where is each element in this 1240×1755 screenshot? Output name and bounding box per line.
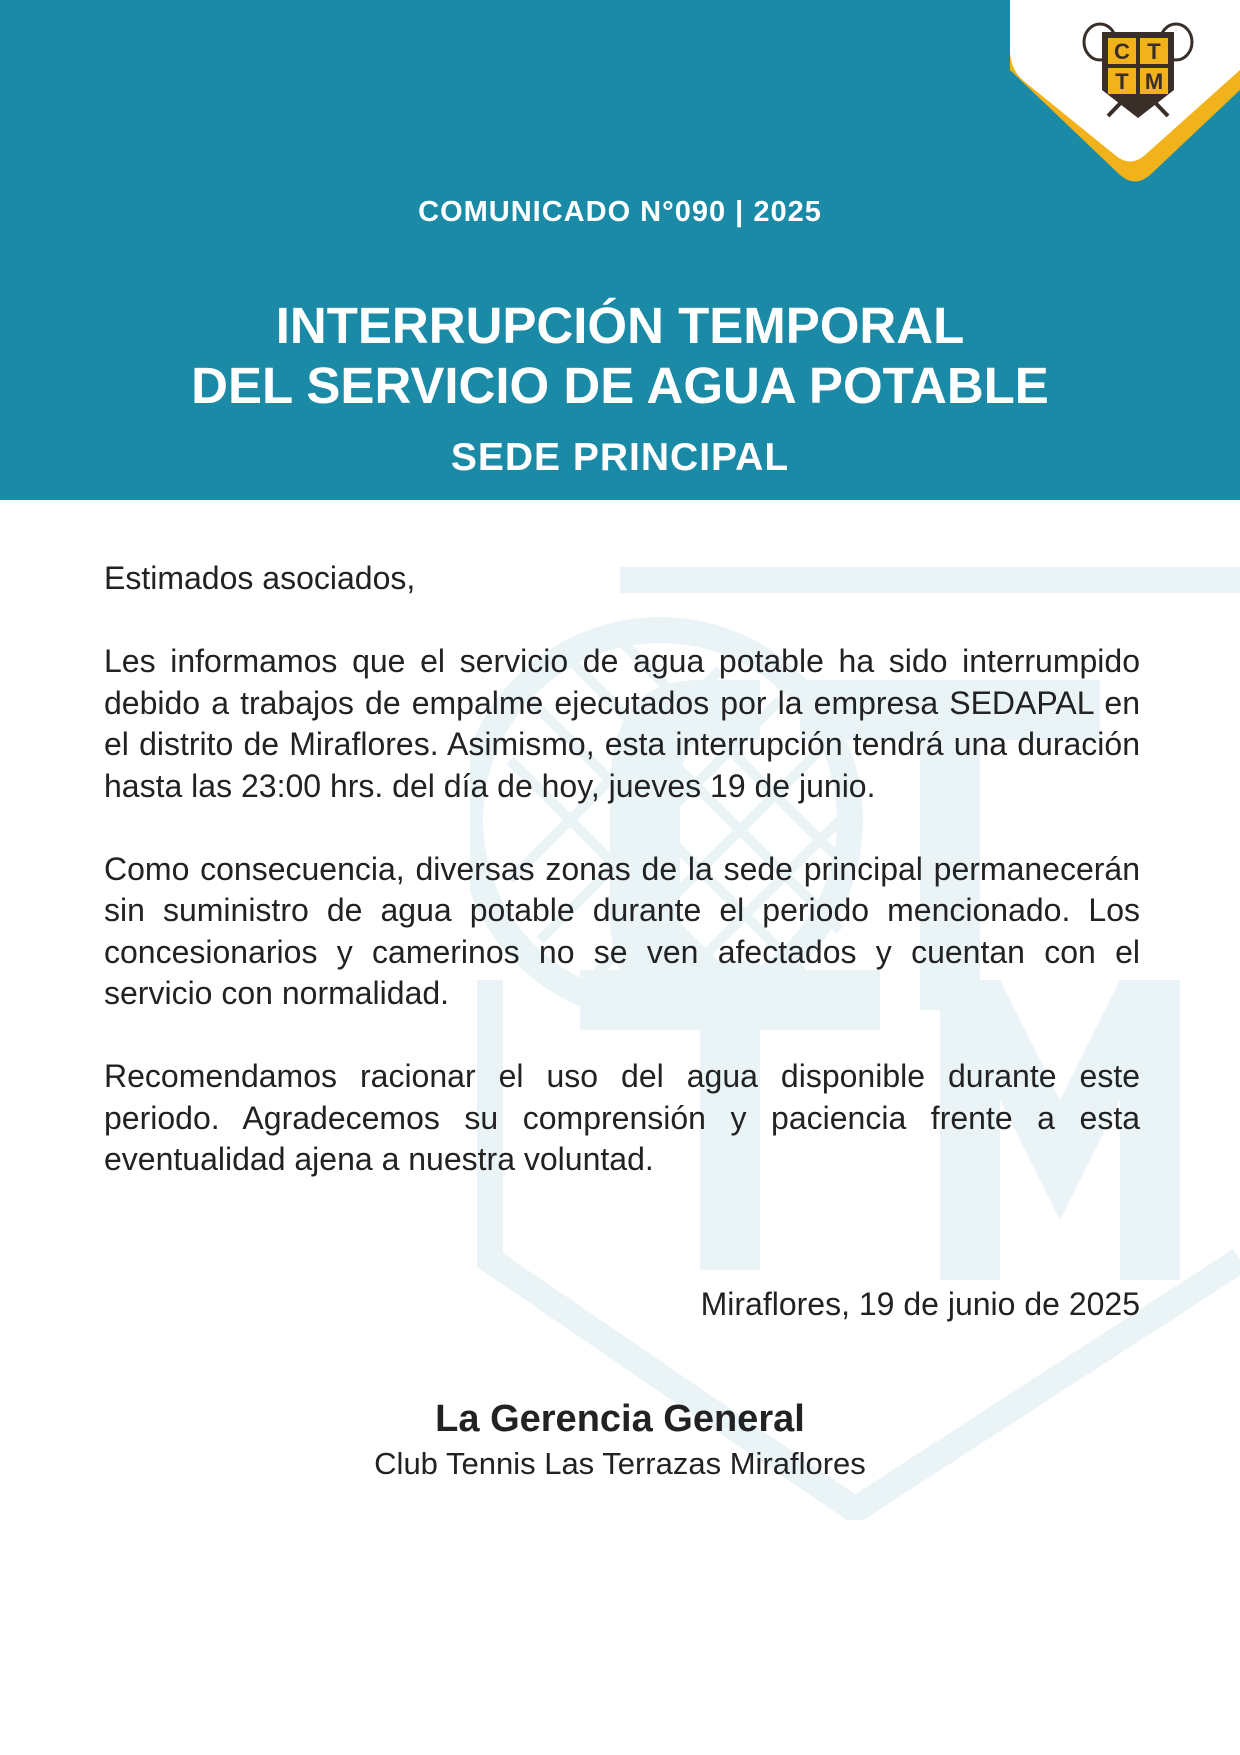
greeting: Estimados asociados, — [104, 560, 416, 596]
letter-body — [104, 558, 1140, 1222]
title-line: DEL SERVICIO DE AGUA POTABLE — [191, 357, 1049, 414]
title-line: INTERRUPCIÓN TEMPORAL — [275, 297, 965, 354]
place-date: Miraflores, 19 de junio de 2025 — [700, 1286, 1140, 1322]
organization-name: Club Tennis Las Terrazas Miraflores — [374, 1446, 866, 1481]
page-subtitle: SEDE PRINCIPAL — [450, 436, 790, 479]
logo-tab — [0, 0, 1240, 200]
logo-letter: M — [1144, 69, 1164, 94]
paragraph: Les informamos que el servicio de agua potable ha sido interrumpido debido a trabajos de empalme ejecutados por la empresa SEDAPAL en el distrito de Miraflores. Asimismo, esta interrupción tendrá una duración hasta las 23:00 hrs. del día de hoy, jueves 19 de junio. — [104, 643, 1140, 804]
paragraph: Recomendamos racionar el uso del agua disponible durante este periodo. Agradecemos su comprensión y paciencia frente a esta eventualidad ajena a nuestra voluntad. — [104, 1058, 1140, 1177]
announcement-number: COMUNICADO N°090 | 2025 — [418, 196, 822, 228]
signer-name: La Gerencia General — [435, 1398, 805, 1440]
logo-letter: T — [1147, 39, 1161, 64]
paragraph: Como consecuencia, diversas zonas de la sede principal permanecerán sin suministro de agua potable durante el periodo mencionado. Los concesionarios y camerinos no se ven afectados y cuentan con el servicio con normalidad. — [104, 850, 1140, 1011]
page-title — [0, 296, 1240, 416]
club-logo-icon — [1082, 20, 1194, 124]
logo-letter: T — [1115, 69, 1129, 94]
logo-letter: C — [1114, 39, 1130, 64]
